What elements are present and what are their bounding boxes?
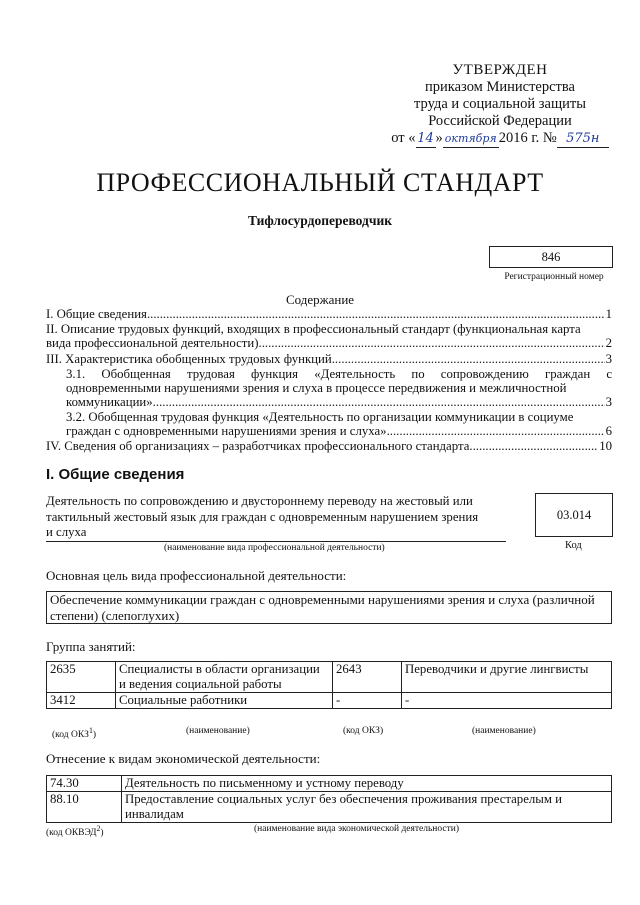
approval-block (380, 62, 620, 148)
toc-item[interactable]: II. Описание трудовых функций, входящих в профессиональный стандарт (функциональная карта вида профессиональной деятельности) ..... 2 (46, 322, 612, 350)
goal-label: Основная цель вида профессиональной деятельности: (46, 568, 347, 583)
code-label: Код (565, 540, 582, 551)
toc-page: 3 (605, 395, 612, 409)
okz-caption: (код ОКЗ$^1$) (52, 726, 97, 741)
approval-line: труда и социальной защиты (414, 96, 586, 112)
okved-name: Деятельность по письменному и устному переводу (122, 776, 612, 792)
okved-name: Предоставление социальных услуг без обеспечения проживания престарелым и инвалидам (122, 792, 612, 823)
toc-item[interactable]: 3.1. Обобщенная трудовая функция «Деятельность по сопровождению граждан с одновременными нарушениями зрения и слуха в процессе передвижения и межличностной коммуникации» ..... 3 (46, 367, 612, 409)
okz-name: Социальные работники (116, 693, 333, 709)
activity-underline (46, 541, 506, 542)
handwritten-day: 14 (417, 131, 434, 146)
okz-name: Переводчики и другие лингвисты (402, 662, 612, 693)
toc-page: 2 (605, 336, 612, 350)
toc-page: 6 (605, 424, 612, 438)
toc-item[interactable]: 3.2. Обобщенная трудовая функция «Деятельность по организации коммуникации в социуме граждан с одновременными нарушениями зрения и слуха» ..... 6 (46, 410, 612, 438)
toc-item[interactable]: III. Характеристика обобщенных трудовых функций ..... 3 (46, 352, 612, 366)
handwritten-number: 575н (557, 130, 609, 148)
table-row (47, 792, 612, 823)
toc (46, 307, 612, 453)
okz-code: - (333, 693, 402, 709)
table-row (47, 693, 612, 709)
section-heading: I. Общие сведения (46, 466, 185, 483)
okved-caption-name: (наименование вида экономической деятельности) (254, 824, 459, 834)
approval-line: Российской Федерации (428, 113, 572, 129)
activity-code: 03.014 (535, 493, 613, 537)
document-title: ПРОФЕССИОНАЛЬНЫЙ СТАНДАРТ (96, 168, 544, 197)
okz-code: 2635 (47, 662, 116, 693)
goal-box: Обеспечение коммуникации граждан с одновременными нарушениями зрения и слуха (различной степени) (слепоглухих) (46, 591, 612, 624)
okved-code: 88.10 (47, 792, 122, 823)
approval-date-line: от « 14 » октября 2016 г. № 575н (380, 130, 620, 148)
okz-caption-name: (наименование) (186, 726, 250, 736)
economic-table (46, 775, 612, 823)
approval-heading: УТВЕРЖДЕН (452, 62, 548, 78)
standard-name: Тифлосурдопереводчик (247, 213, 393, 228)
table-row (47, 662, 612, 693)
toc-title: Содержание (285, 292, 355, 307)
okved-code: 74.30 (47, 776, 122, 792)
okz-code: 3412 (47, 693, 116, 709)
toc-item[interactable]: IV. Сведения об организациях – разработчиках профессионального стандарта ..... 10 (46, 439, 612, 453)
toc-item[interactable]: I. Общие сведения ..... 1 (46, 307, 612, 321)
toc-page: 3 (605, 352, 612, 366)
okz-caption-name-2: (наименование) (472, 726, 536, 736)
okz-caption-2: (код ОКЗ) (343, 726, 384, 736)
okved-caption: (код ОКВЭД$^2$) (46, 824, 104, 839)
approval-line: приказом Министерства (425, 79, 575, 95)
economic-label: Отнесение к видам экономической деятельности: (46, 751, 321, 766)
okz-name: - (402, 693, 612, 709)
okz-name: Специалисты в области организации и ведения социальной работы (116, 662, 333, 693)
group-label: Группа занятий: (46, 639, 136, 654)
registration-number: 846 (489, 246, 613, 268)
okz-code: 2643 (333, 662, 402, 693)
toc-page: 1 (605, 307, 612, 321)
occupations-table (46, 661, 612, 709)
table-row (47, 776, 612, 792)
handwritten-month: октября (443, 130, 499, 148)
toc-page: 10 (599, 439, 612, 453)
registration-label: Регистрационный номер (504, 272, 604, 282)
activity-name: Деятельность по сопровождению и двустороннему переводу на жестовый или тактильный жестовый язык для граждан с одновременным нарушением зрения и слуха (46, 494, 479, 539)
activity-caption: (наименование вида профессиональной деятельности) (164, 543, 385, 553)
